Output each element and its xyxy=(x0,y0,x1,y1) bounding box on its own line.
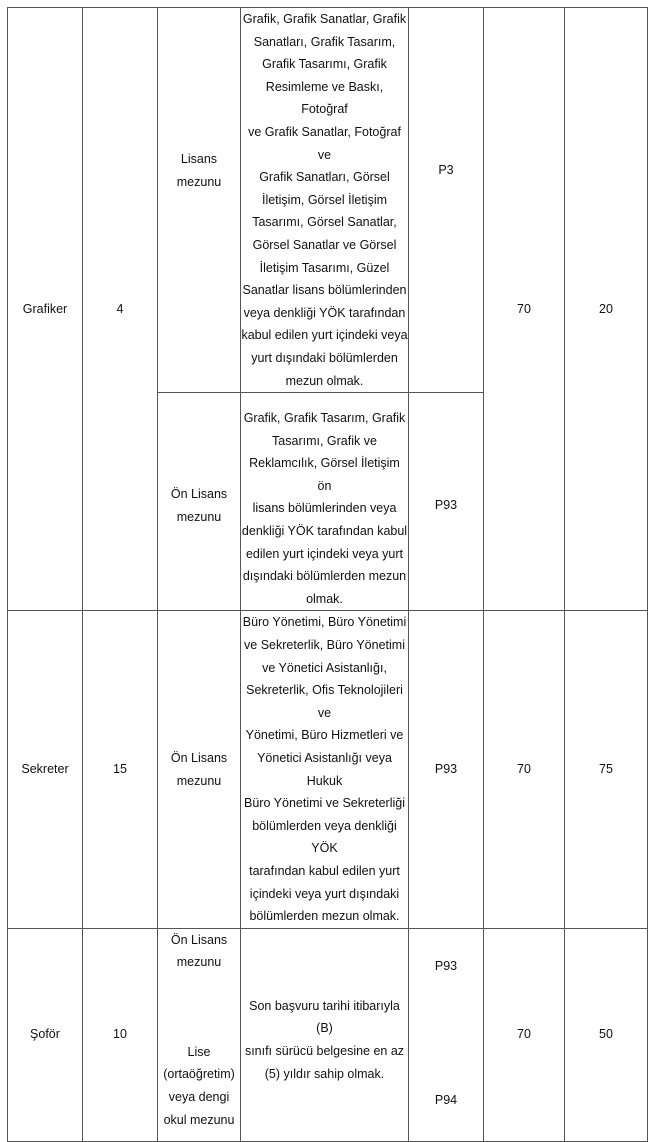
position-count: 4 xyxy=(83,8,158,611)
min-score: 70 xyxy=(484,928,565,1141)
table-row xyxy=(8,928,648,1141)
score-type: P93 P94 xyxy=(409,928,484,1141)
position-count: 15 xyxy=(83,611,158,928)
requirement-text: Son başvuru tarihi itibarıyla (B) sınıfı sürücü belgesine en az (5) yıldır sahip olmak. xyxy=(241,928,409,1141)
requirement-text: Grafik, Grafik Sanatlar, Grafik Sanatları, Grafik Tasarım, Grafik Tasarımı, Grafik Resimleme ve Baskı, Fotoğraf ve Grafik Sanatlar, Fotoğraf ve Grafik Sanatları, Görsel İletişim, Görsel İletişim Tasarımı, Görsel Sanatlar, Görsel Sanatlar ve Görsel İletişim Tasarımı, Güzel Sanatlar lisans bölümlerinden veya denkliği YÖK tarafından kabul edilen yurt içindeki veya yurt dışındaki bölümlerden mezun olmak. xyxy=(241,8,409,393)
min-score: 70 xyxy=(484,611,565,928)
score-type: P93 xyxy=(409,393,484,611)
max-value: 75 xyxy=(565,611,648,928)
max-value: 20 xyxy=(565,8,648,611)
position-title: Grafiker xyxy=(8,8,83,611)
position-count: 10 xyxy=(83,928,158,1141)
education-level: Ön Lisans mezunu Lise (ortaöğretim) veya dengi okul mezunu xyxy=(158,928,241,1141)
education-level: Ön Lisans mezunu xyxy=(158,611,241,928)
min-score: 70 xyxy=(484,8,565,611)
job-requirements-table xyxy=(7,7,648,1142)
table-row xyxy=(8,8,648,393)
education-level: Lisans mezunu xyxy=(158,8,241,393)
position-title: Şoför xyxy=(8,928,83,1141)
score-type: P93 xyxy=(409,611,484,928)
score-type: P3 xyxy=(409,8,484,393)
position-title: Sekreter xyxy=(8,611,83,928)
requirement-text: Grafik, Grafik Tasarım, Grafik Tasarımı, Grafik ve Reklamcılık, Görsel İletişim ön lisans bölümlerinden veya denkliği YÖK tarafından kabul edilen yurt içindeki veya yurt dışındaki bölümlerden mezun olmak. xyxy=(241,393,409,611)
max-value: 50 xyxy=(565,928,648,1141)
education-level: Ön Lisans mezunu xyxy=(158,393,241,611)
table-row xyxy=(8,611,648,928)
requirement-text: Büro Yönetimi, Büro Yönetimi ve Sekreterlik, Büro Yönetimi ve Yönetici Asistanlığı, Sekreterlik, Ofis Teknolojileri ve Yönetimi, Büro Hizmetleri ve Yönetici Asistanlığı veya Hukuk Büro Yönetimi ve Sekreterliği bölümlerden veya denkliği YÖK tarafından kabul edilen yurt içindeki veya yurt dışındaki bölümlerden mezun olmak. xyxy=(241,611,409,928)
